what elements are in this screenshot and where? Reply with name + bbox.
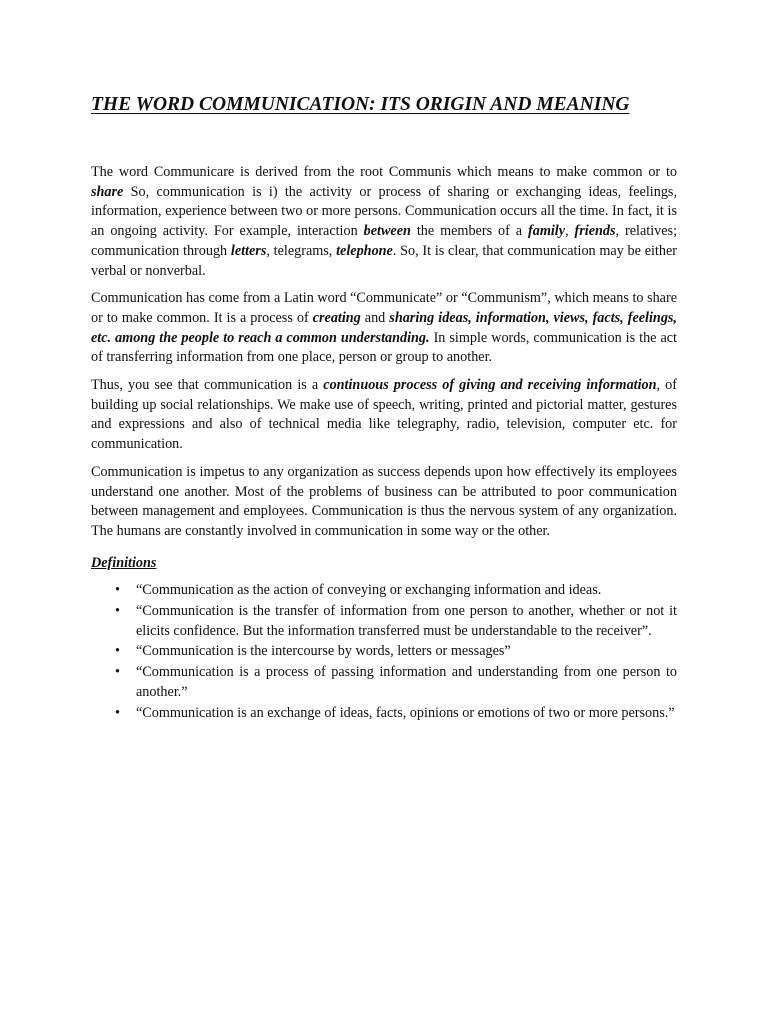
emphasis-continuous-process: continuous process of giving and receiving information: [323, 377, 657, 394]
emphasis-friends: friends: [574, 223, 616, 240]
text-run: Thus, you see that communication is a: [91, 377, 324, 394]
text-run: , relatives; communication through: [91, 223, 678, 259]
text-run: Communication has come from a Latin word “Communicate” or “Communism”, which means to share or to make common. It is a process of: [91, 290, 677, 326]
emphasis-telephone: telephone: [336, 242, 393, 259]
emphasis-share: share: [91, 183, 124, 200]
paragraph-latin-origin: [91, 289, 677, 368]
text-run: The word Communicare is derived from the root Communis which means to make common or to: [91, 164, 677, 180]
text-run: So, communication is i) the activity or process of sharing or exchanging ideas, feelings, information, experience between two or more persons. Communication occurs all the time. In fact, it is an ongoing activity. For example, interaction: [91, 183, 677, 240]
definition-text: “Communication is the transfer of information from one person to another, whether or not it elicits confidence. But the information transferred must be understandable to the receiver”.: [136, 603, 677, 639]
paragraph-origin: [91, 163, 677, 281]
text-run: and: [360, 309, 390, 326]
list-item: [91, 663, 677, 702]
list-item: [91, 602, 677, 641]
emphasis-sharing-ideas: sharing ideas, information, views, facts, feelings, etc. among the people to reach a common understanding.: [91, 309, 677, 346]
text-run: In simple words, communication is the act of transferring information from one place, person or group to another.: [91, 329, 677, 366]
document-title: THE WORD COMMUNICATION: ITS ORIGIN AND MEANING: [91, 94, 630, 115]
definition-text: “Communication is the intercourse by words, letters or messages”: [136, 643, 511, 660]
definitions-list: [91, 581, 677, 723]
bullet-icon: •: [115, 664, 120, 681]
definition-text: “Communication is an exchange of ideas, facts, opinions or emotions of two or more persons.”: [136, 704, 675, 721]
paragraph-impetus: Communication is impetus to any organization as success depends upon how effectively its employees understand one another. Most of the problems of business can be attributed to poor communication between management and employees. Communication is thus the nervous system of any organization. The humans are constantly involved in communication in some way or the other.: [91, 463, 677, 539]
emphasis-between: between: [363, 223, 411, 240]
definitions-heading: Definitions: [91, 554, 157, 571]
text-run: . So, It is clear, that communication may be either verbal or nonverbal.: [91, 242, 677, 279]
definition-text: “Communication as the action of conveying or exchanging information and ideas.: [136, 582, 602, 599]
emphasis-creating: creating: [312, 309, 361, 326]
text-run: the members of a: [410, 223, 529, 240]
list-item: [91, 642, 677, 662]
bullet-icon: •: [115, 603, 120, 620]
text-run: , telegrams,: [266, 242, 337, 259]
bullet-icon: •: [115, 704, 120, 721]
document-page: [91, 92, 677, 724]
list-item: [91, 704, 677, 724]
paragraph-continuous-process: [91, 376, 677, 455]
text-run: , of building up social relationships. We make use of speech, writing, printed and pictorial matter, gestures and expressions and also of technical media like telegraphy, radio, television, computer etc. for communication.: [91, 377, 677, 453]
text-run: ,: [565, 223, 575, 240]
list-item: [91, 581, 677, 601]
emphasis-family: family: [528, 223, 566, 240]
emphasis-letters: letters: [230, 242, 267, 259]
bullet-icon: •: [115, 643, 120, 660]
bullet-icon: •: [115, 582, 120, 599]
definition-text: “Communication is a process of passing information and understanding from one person to another.”: [136, 664, 677, 700]
